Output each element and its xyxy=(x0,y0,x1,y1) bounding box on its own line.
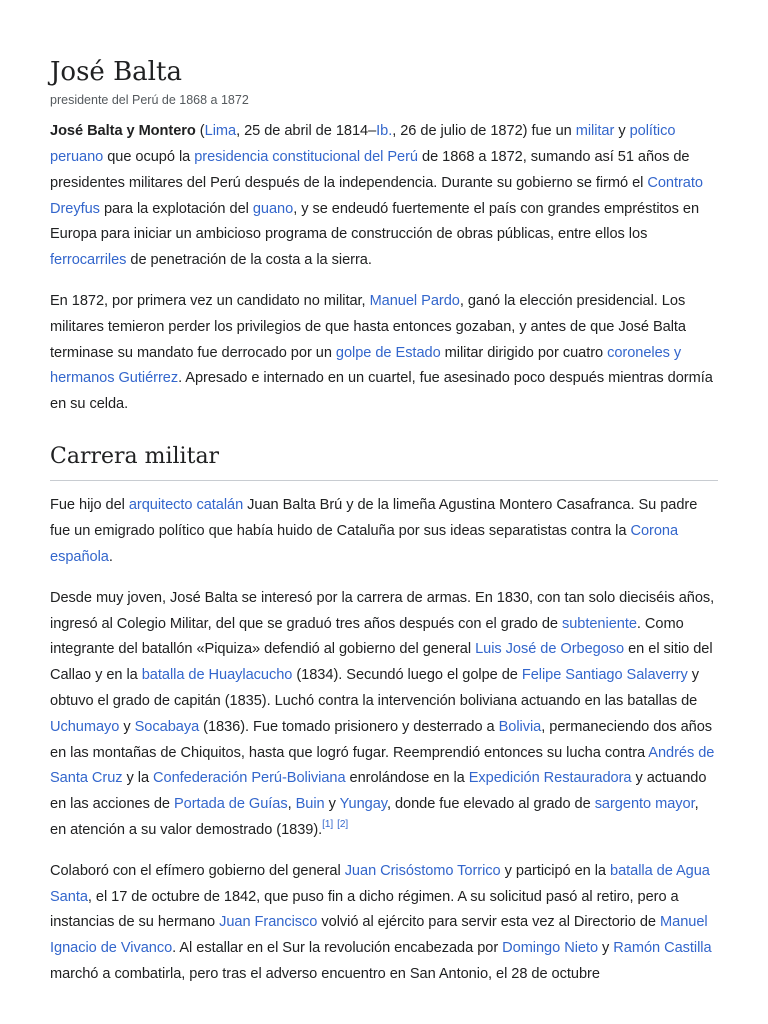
text: . Como integrante del batallón «Piquiza» defendió al gobierno del general xyxy=(50,615,684,658)
reference-link-2[interactable]: [2] xyxy=(337,818,349,830)
text: y la xyxy=(122,770,154,787)
text: y xyxy=(119,718,135,735)
link-politico-peruano[interactable]: político peruano xyxy=(50,123,676,165)
link-expedicion-restauradora[interactable]: Expedición Restauradora xyxy=(468,770,632,787)
text: y obtuvo el grado de capitán (1835). Luchó contra la intervención boliviana actuando en las batallas de xyxy=(50,667,699,709)
link-yungay[interactable]: Yungay xyxy=(339,796,387,813)
link-bolivia[interactable]: Bolivia xyxy=(498,718,542,735)
link-presidencia-constitucional[interactable]: presidencia constitucional del Perú xyxy=(194,148,418,165)
text: y xyxy=(324,796,340,813)
page-title: José Balta xyxy=(50,57,182,87)
text: En 1872, por primera vez un candidato no militar, xyxy=(50,292,370,309)
link-buin[interactable]: Buin xyxy=(295,796,325,813)
text: , en atención a su valor demostrado (1839). xyxy=(50,796,699,838)
section-paragraph-1 xyxy=(50,493,718,570)
link-golpe-de-estado[interactable]: golpe de Estado xyxy=(335,344,441,361)
page-subtitle: presidente del Perú de 1868 a 1872 xyxy=(50,93,249,108)
text: , 25 de abril de 1814– xyxy=(236,123,377,140)
text: y participó en la xyxy=(500,862,610,879)
link-manuel-ignacio-de-vivanco[interactable]: Manuel Ignacio de Vivanco xyxy=(50,914,708,957)
link-ib[interactable]: Ib. xyxy=(376,123,393,140)
link-corona-espanola[interactable]: Corona española xyxy=(50,523,679,565)
link-uchumayo[interactable]: Uchumayo xyxy=(50,718,120,735)
link-socabaya[interactable]: Socabaya xyxy=(134,718,200,735)
text: . Al estallar en el Sur la revolución encabezada por xyxy=(172,940,503,957)
section-paragraph-2 xyxy=(50,586,718,844)
text: para la explotación del xyxy=(99,200,253,217)
text: , ganó la elección presidencial. Los militares temieron perder los privilegios de que hasta entonces gozaban, y antes de que José Balta terminase su mandato fue derrocado por un xyxy=(50,292,686,361)
text: , y se endeudó fuertemente el país con grandes empréstitos en Europa para iniciar un ambicioso programa de construcción de obras públicas, entre ellos los xyxy=(50,200,700,243)
link-subteniente[interactable]: subteniente xyxy=(561,615,637,632)
text: de penetración de la costa a la sierra. xyxy=(126,252,372,269)
text: Fue hijo del xyxy=(50,497,129,514)
text: Colaboró con el efímero gobierno del general xyxy=(50,862,345,879)
link-guano[interactable]: guano xyxy=(252,200,294,217)
text: marchó a combatirla, pero tras el adverso encuentro en San Antonio, el 28 de octubre xyxy=(50,965,600,982)
text: volvió al ejército para servir esta vez al Directorio de xyxy=(317,914,661,931)
link-contrato-dreyfus[interactable]: Contrato Dreyfus xyxy=(50,174,703,217)
link-domingo-nieto[interactable]: Domingo Nieto xyxy=(502,940,599,957)
text: . xyxy=(108,548,113,565)
text: ( xyxy=(195,123,205,140)
link-batalla-de-huaylacucho[interactable]: batalla de Huaylacucho xyxy=(141,667,293,684)
link-andres-de-santa-cruz[interactable]: Andrés de Santa Cruz xyxy=(50,744,715,787)
text: Juan Balta Brú y de la limeña Agustina Montero Casafranca. Su padre fue un emigrado político que había huido de Cataluña por sus ideas separatistas contra la xyxy=(50,497,698,540)
link-batalla-de-agua-santa[interactable]: batalla de Agua Santa xyxy=(50,862,710,905)
text: (1834). Secundó luego el golpe de xyxy=(292,667,522,684)
link-coroneles-gutierrez[interactable]: coroneles y hermanos Gutiérrez xyxy=(50,344,682,387)
text: , 26 de julio de 1872) fue un xyxy=(392,123,576,140)
text: y actuando en las acciones de xyxy=(50,770,707,813)
text: , xyxy=(287,796,296,813)
intro-paragraph-2 xyxy=(50,289,718,418)
text: . Apresado e internado en un cuartel, fue asesinado poco después mientras dormía en su celda. xyxy=(50,370,713,413)
article-subject-bold: José Balta y Montero xyxy=(50,123,196,140)
text: (1836). Fue tomado prisionero y desterrado a xyxy=(199,718,499,735)
link-portada-de-guias[interactable]: Portada de Guías xyxy=(174,796,288,813)
text: , donde fue elevado al grado de xyxy=(386,796,595,813)
section-paragraph-3 xyxy=(50,859,718,988)
link-luis-jose-de-orbegoso[interactable]: Luis José de Orbegoso xyxy=(475,641,625,658)
text: y xyxy=(598,940,614,957)
link-juan-francisco[interactable]: Juan Francisco xyxy=(219,914,318,931)
text: en el sitio del Callao y en la xyxy=(50,641,713,684)
link-lima[interactable]: Lima xyxy=(204,123,237,140)
text: que ocupó la xyxy=(103,148,195,165)
link-felipe-santiago-salaverry[interactable]: Felipe Santiago Salaverry xyxy=(521,667,688,684)
link-ramon-castilla[interactable]: Ramón Castilla xyxy=(613,940,712,957)
link-manuel-pardo[interactable]: Manuel Pardo xyxy=(369,292,460,309)
link-juan-crisostomo-torrico[interactable]: Juan Crisóstomo Torrico xyxy=(344,862,501,879)
text: y xyxy=(614,123,630,140)
link-sargento-mayor[interactable]: sargento mayor xyxy=(594,796,695,813)
intro-paragraph-1 xyxy=(50,119,718,274)
text: , permaneciendo dos años en las montañas de Chiquitos, hasta que logró fugar. Reemprendió entonces su lucha contra xyxy=(50,718,713,761)
reference-link-1[interactable]: [1] xyxy=(322,818,334,830)
section-heading-carrera-militar: Carrera militar xyxy=(50,444,718,481)
reference-2[interactable] xyxy=(337,819,348,830)
text: de 1868 a 1872, sumando así 51 años de presidentes militares del Perú después de la independencia. Durante su gobierno se firmó el xyxy=(50,148,690,191)
text: Desde muy joven, José Balta se interesó por la carrera de armas. En 1830, con tan solo dieciséis años, ingresó al Colegio Militar, del que se graduó tres años después con el grado de xyxy=(50,589,715,632)
text: enrolándose en la xyxy=(345,770,469,787)
text: militar dirigido por cuatro xyxy=(440,344,608,361)
link-arquitecto-catalan[interactable]: arquitecto catalán xyxy=(128,497,244,514)
link-confederacion-peru-boliviana[interactable]: Confederación Perú-Boliviana xyxy=(153,770,346,787)
text: , el 17 de octubre de 1842, que puso fin a dicho régimen. A su solicitud pasó al retiro, pero a instancias de su hermano xyxy=(50,888,679,931)
link-militar[interactable]: militar xyxy=(575,123,615,140)
link-ferrocarriles[interactable]: ferrocarriles xyxy=(50,252,127,269)
reference-1[interactable] xyxy=(322,819,333,830)
